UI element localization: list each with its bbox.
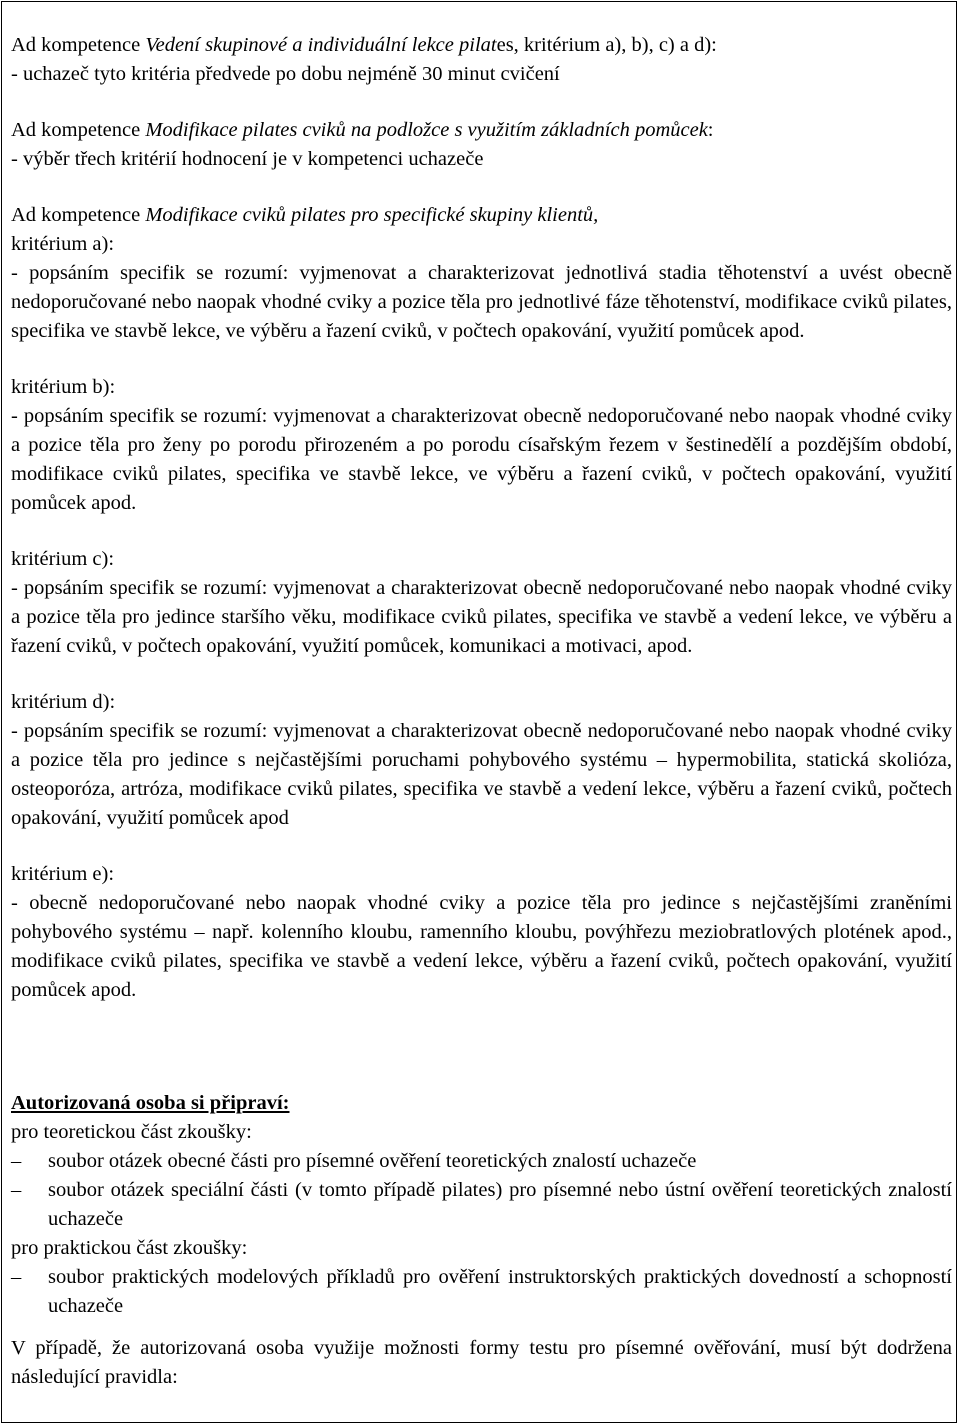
criterion-heading: kritérium c): — [11, 548, 115, 570]
dash-bullet: – — [11, 1266, 22, 1288]
competence-intro: Ad kompetence — [11, 204, 146, 226]
document-body — [11, 31, 952, 1392]
list-item — [11, 1176, 952, 1234]
competence-block-1 — [11, 31, 952, 89]
competence-heading — [11, 201, 952, 230]
competence-detail: - uchazeč tyto kritéria předvede po dobu nejméně 30 minut cvičení — [11, 63, 560, 85]
list-item-text: soubor praktických modelových příkladů pro ověření instruktorských praktických dovedností a schopností uchazeče — [48, 1266, 952, 1317]
dash-bullet: – — [11, 1179, 22, 1201]
theory-label: pro teoretickou část zkoušky: — [11, 1121, 252, 1143]
competence-heading — [11, 116, 952, 145]
competence-intro: Ad kompetence — [11, 119, 146, 141]
list-item-text: soubor otázek obecné části pro písemné ověření teoretických znalostí uchazeče — [48, 1150, 697, 1172]
competence-heading — [11, 31, 952, 60]
criterion-c — [11, 545, 952, 661]
closing-paragraph: V případě, že autorizovaná osoba využije možnosti formy testu pro písemné ověřování, musí být dodržena následující pravidla: — [11, 1337, 952, 1388]
competence-block-2 — [11, 116, 952, 174]
dash-bullet: – — [11, 1150, 22, 1172]
criterion-heading: kritérium a): — [11, 233, 115, 255]
competence-name: Vedení skupinové a individuální lekce pilat — [145, 34, 497, 56]
list-item — [11, 1263, 952, 1321]
criterion-text: - obecně nedoporučované nebo naopak vhodné cviky a pozice těla pro jedince s nejčastějšími zraněními pohybového systému – např. kolenního kloubu, ramenního kloubu, povýhřezu meziobratlových plotének apod., modifikace cviků pilates, specifika ve stavbě a vedení lekce, výběru a řazení cviků, počtech opakování, využití pomůcek apod. — [11, 892, 952, 1001]
competence-name: Modifikace pilates cviků na podložce s využitím základních pomůcek — [145, 119, 708, 141]
practice-label: pro praktickou část zkoušky: — [11, 1237, 248, 1259]
criterion-text: - popsáním specifik se rozumí: vyjmenovat a charakterizovat obecně nedoporučované nebo naopak vhodné cviky a pozice těla pro jedince s nejčastějšími poruchami pohybového systému – hypermobilita, statická skolióza, osteoporóza, artróza, modifikace cviků pilates, specifika ve stavbě a vedení lekce, výběru a řazení cviků, počtech opakování, využití pomůcek apod — [11, 720, 952, 829]
competence-intro: Ad kompetence — [11, 34, 146, 56]
criterion-text: - popsáním specifik se rozumí: vyjmenovat a charakterizovat obecně nedoporučované nebo naopak vhodné cviky a pozice těla pro ženy po porodu přirozeném a po porodu císařským řezem v šestinedělí a pozdějším období, modifikace cviků pilates, specifika ve stavbě lekce, ve výběru a řazení cviků, v počtech opakování, využití pomůcek apod. — [11, 405, 952, 514]
competence-block-3 — [11, 201, 952, 230]
criterion-a — [11, 230, 952, 346]
list-item-text: soubor otázek speciální části (v tomto případě pilates) pro písemné nebo ústní ověření teoretických znalostí uchazeče — [48, 1179, 952, 1230]
criterion-d — [11, 688, 952, 833]
list-item — [11, 1147, 952, 1176]
competence-tail: : — [707, 119, 714, 141]
criterion-b — [11, 373, 952, 518]
preparation-heading: Autorizovaná osoba si připraví: — [11, 1092, 290, 1114]
competence-detail: - výběr třech kritérií hodnocení je v kompetenci uchazeče — [11, 148, 484, 170]
criterion-heading: kritérium e): — [11, 863, 115, 885]
competence-tail: es, kritérium a), b), c) a d): — [496, 34, 717, 56]
criterion-text: - popsáním specifik se rozumí: vyjmenovat a charakterizovat jednotlivá stadia těhotenství a uvést obecně nedoporučované nebo naopak vhodné cviky a pozice těla pro jednotlivé fáze těhotenství, modifikace cviků pilates, specifika ve stavbě lekce, ve výběru a řazení cviků, v počtech opakování, využití pomůcek apod. — [11, 262, 952, 342]
criterion-text: - popsáním specifik se rozumí: vyjmenovat a charakterizovat obecně nedoporučované nebo naopak vhodné cviky a pozice těla pro jedince staršího věku, modifikace cviků pilates, specifika ve stavbě a vedení lekce, ve výběru a řazení cviků, v počtech opakování, využití pomůcek, komunikaci a motivaci, apod. — [11, 577, 952, 657]
criterion-heading: kritérium b): — [11, 376, 116, 398]
criterion-heading: kritérium d): — [11, 691, 116, 713]
criterion-e — [11, 860, 952, 1005]
preparation-section — [11, 1089, 952, 1392]
competence-name: Modifikace cviků pilates pro specifické skupiny klientů, — [145, 204, 599, 226]
